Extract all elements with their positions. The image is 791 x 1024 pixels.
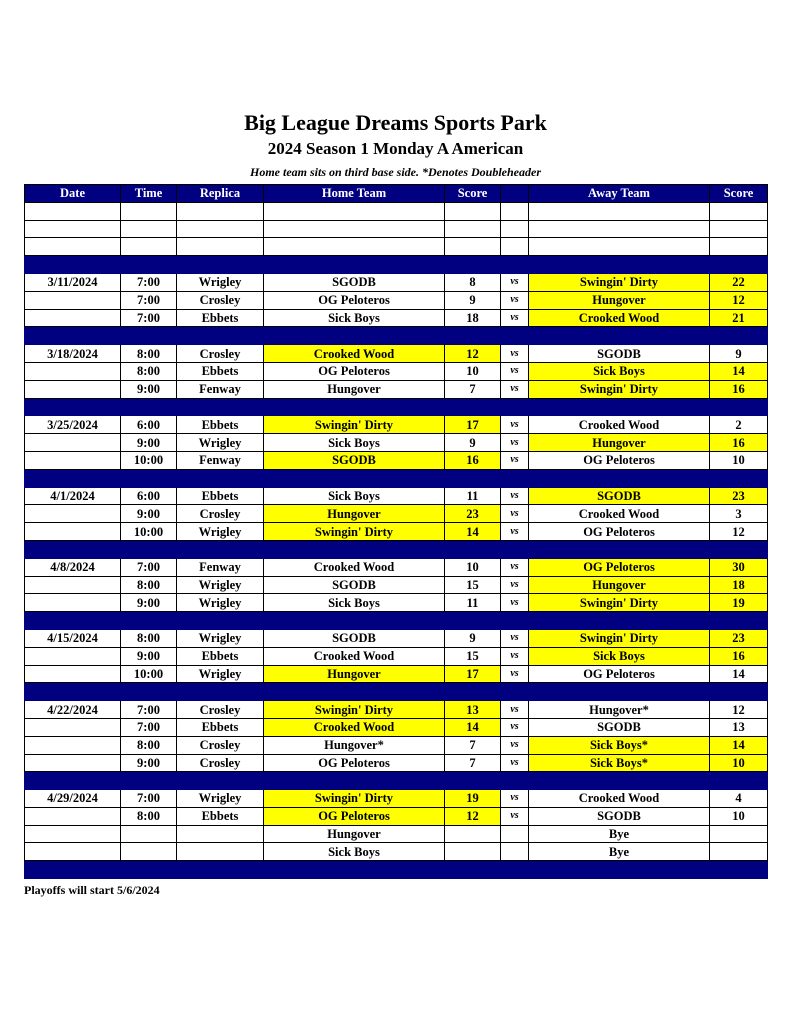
game-time: 7:00: [121, 790, 177, 808]
game-row: [25, 629, 768, 647]
empty-row: [25, 202, 768, 220]
away-score: 18: [710, 576, 768, 594]
page-subtitle: 2024 Season 1 Monday A American: [267, 139, 524, 158]
game-time: 9:00: [121, 505, 177, 523]
game-date: [25, 647, 121, 665]
away-team: Hungover*: [529, 701, 710, 719]
week-separator-row: [25, 327, 768, 345]
game-date: [25, 505, 121, 523]
game-date: [25, 309, 121, 327]
game-time: 6:00: [121, 416, 177, 434]
away-team: SGODB: [529, 718, 710, 736]
home-score: 9: [445, 434, 501, 452]
game-replica-field: Wrigley: [177, 273, 264, 291]
vs-label: vs: [501, 736, 529, 754]
home-team: Crooked Wood: [264, 647, 445, 665]
vs-label: vs: [501, 807, 529, 825]
game-replica-field: [177, 843, 264, 861]
game-row: [25, 594, 768, 612]
vs-label: [501, 843, 529, 861]
game-replica-field: Wrigley: [177, 576, 264, 594]
game-date: 4/29/2024: [25, 790, 121, 808]
game-time: 10:00: [121, 665, 177, 683]
away-team: SGODB: [529, 807, 710, 825]
home-team: Hungover*: [264, 736, 445, 754]
game-row: [25, 273, 768, 291]
away-score: 10: [710, 807, 768, 825]
game-time: 6:00: [121, 487, 177, 505]
home-score: 7: [445, 736, 501, 754]
game-date: [25, 665, 121, 683]
game-date: [25, 523, 121, 541]
game-replica-field: Ebbets: [177, 807, 264, 825]
away-team: OG Peloteros: [529, 558, 710, 576]
home-team: Hungover: [264, 380, 445, 398]
away-team: Swingin' Dirty: [529, 380, 710, 398]
home-team: OG Peloteros: [264, 362, 445, 380]
game-row: [25, 362, 768, 380]
game-time: 7:00: [121, 701, 177, 719]
home-team: Hungover: [264, 825, 445, 843]
home-score: 12: [445, 345, 501, 363]
home-team: SGODB: [264, 273, 445, 291]
game-replica-field: Ebbets: [177, 309, 264, 327]
vs-label: vs: [501, 629, 529, 647]
game-date: [25, 807, 121, 825]
vs-label: [501, 825, 529, 843]
game-date: [25, 825, 121, 843]
game-time: 9:00: [121, 647, 177, 665]
home-team: Hungover: [264, 665, 445, 683]
game-time: 9:00: [121, 754, 177, 772]
away-team: Sick Boys: [529, 362, 710, 380]
game-row: [25, 701, 768, 719]
away-score: 3: [710, 505, 768, 523]
vs-label: vs: [501, 362, 529, 380]
game-row: [25, 558, 768, 576]
home-score: 15: [445, 576, 501, 594]
game-row: [25, 487, 768, 505]
away-team: Swingin' Dirty: [529, 594, 710, 612]
away-score: 16: [710, 647, 768, 665]
away-score: 12: [710, 291, 768, 309]
game-replica-field: Ebbets: [177, 362, 264, 380]
game-row: [25, 523, 768, 541]
home-team: Swingin' Dirty: [264, 790, 445, 808]
game-replica-field: Wrigley: [177, 665, 264, 683]
home-team: Swingin' Dirty: [264, 701, 445, 719]
away-score: 30: [710, 558, 768, 576]
away-score: 22: [710, 273, 768, 291]
game-replica-field: Fenway: [177, 380, 264, 398]
game-date: 4/1/2024: [25, 487, 121, 505]
game-replica-field: Fenway: [177, 451, 264, 469]
vs-label: vs: [501, 594, 529, 612]
game-replica-field: Crosley: [177, 505, 264, 523]
game-date: 3/25/2024: [25, 416, 121, 434]
home-team: Crooked Wood: [264, 345, 445, 363]
home-score: 9: [445, 629, 501, 647]
home-team: Swingin' Dirty: [264, 416, 445, 434]
game-replica-field: Crosley: [177, 291, 264, 309]
game-replica-field: Wrigley: [177, 594, 264, 612]
vs-label: vs: [501, 451, 529, 469]
home-score: 19: [445, 790, 501, 808]
away-team: Sick Boys*: [529, 754, 710, 772]
game-date: 4/8/2024: [25, 558, 121, 576]
vs-label: vs: [501, 718, 529, 736]
away-team: Hungover: [529, 291, 710, 309]
game-date: [25, 362, 121, 380]
away-score: 19: [710, 594, 768, 612]
week-separator-row: [25, 398, 768, 416]
schedule-table: [24, 184, 768, 879]
away-score: 21: [710, 309, 768, 327]
game-time: 8:00: [121, 807, 177, 825]
away-team: OG Peloteros: [529, 665, 710, 683]
away-team: OG Peloteros: [529, 523, 710, 541]
home-score: 10: [445, 558, 501, 576]
column-header-vs: [501, 185, 529, 203]
game-row: [25, 843, 768, 861]
column-header-replica: Replica: [177, 185, 264, 203]
page-note: Home team sits on third base side. *Denotes Doubleheader: [250, 165, 541, 179]
empty-row: [25, 220, 768, 238]
home-team: Sick Boys: [264, 487, 445, 505]
week-separator-row: [25, 256, 768, 274]
game-date: 4/22/2024: [25, 701, 121, 719]
away-score: 10: [710, 451, 768, 469]
home-team: Sick Boys: [264, 309, 445, 327]
away-team: Crooked Wood: [529, 416, 710, 434]
home-team: Crooked Wood: [264, 718, 445, 736]
game-row: [25, 736, 768, 754]
game-row: [25, 825, 768, 843]
away-score: 10: [710, 754, 768, 772]
away-team: Hungover: [529, 434, 710, 452]
vs-label: vs: [501, 380, 529, 398]
home-team: SGODB: [264, 629, 445, 647]
vs-label: vs: [501, 345, 529, 363]
game-row: [25, 807, 768, 825]
game-row: [25, 416, 768, 434]
game-replica-field: Fenway: [177, 558, 264, 576]
game-replica-field: Ebbets: [177, 487, 264, 505]
vs-label: vs: [501, 558, 529, 576]
vs-label: vs: [501, 754, 529, 772]
game-replica-field: Ebbets: [177, 718, 264, 736]
column-header-home-team: Home Team: [264, 185, 445, 203]
game-row: [25, 505, 768, 523]
playoffs-note: Playoffs will start 5/6/2024: [24, 883, 160, 897]
home-score: 23: [445, 505, 501, 523]
column-header-date: Date: [25, 185, 121, 203]
away-score: 23: [710, 487, 768, 505]
game-time: 7:00: [121, 291, 177, 309]
game-date: [25, 451, 121, 469]
game-date: [25, 594, 121, 612]
game-time: 7:00: [121, 273, 177, 291]
away-score: 23: [710, 629, 768, 647]
game-replica-field: [177, 825, 264, 843]
away-team: Crooked Wood: [529, 505, 710, 523]
away-score: 16: [710, 380, 768, 398]
column-header-away-score: Score: [710, 185, 768, 203]
game-row: [25, 647, 768, 665]
game-row: [25, 291, 768, 309]
away-team: Sick Boys: [529, 647, 710, 665]
away-team: Swingin' Dirty: [529, 273, 710, 291]
game-time: 9:00: [121, 434, 177, 452]
game-time: 10:00: [121, 451, 177, 469]
game-replica-field: Wrigley: [177, 790, 264, 808]
game-row: [25, 345, 768, 363]
vs-label: vs: [501, 291, 529, 309]
game-time: 7:00: [121, 718, 177, 736]
home-score: 16: [445, 451, 501, 469]
game-time: 8:00: [121, 629, 177, 647]
game-time: 10:00: [121, 523, 177, 541]
away-score: 16: [710, 434, 768, 452]
page-title: Big League Dreams Sports Park: [244, 110, 547, 135]
schedule-body: [25, 202, 768, 878]
week-separator-row: [25, 612, 768, 630]
away-team: Bye: [529, 843, 710, 861]
away-team: Bye: [529, 825, 710, 843]
game-time: 8:00: [121, 345, 177, 363]
home-score: 8: [445, 273, 501, 291]
game-row: [25, 754, 768, 772]
game-time: 8:00: [121, 362, 177, 380]
away-team: SGODB: [529, 345, 710, 363]
away-score: 2: [710, 416, 768, 434]
game-row: [25, 718, 768, 736]
away-score: 14: [710, 665, 768, 683]
home-score: 11: [445, 594, 501, 612]
home-score: 11: [445, 487, 501, 505]
week-separator-row: [25, 683, 768, 701]
game-replica-field: Ebbets: [177, 416, 264, 434]
vs-label: vs: [501, 434, 529, 452]
away-score: [710, 843, 768, 861]
away-score: [710, 825, 768, 843]
home-score: 17: [445, 665, 501, 683]
home-team: OG Peloteros: [264, 807, 445, 825]
game-date: [25, 380, 121, 398]
game-replica-field: Crosley: [177, 736, 264, 754]
away-team: Sick Boys*: [529, 736, 710, 754]
vs-label: vs: [501, 273, 529, 291]
vs-label: vs: [501, 790, 529, 808]
vs-label: vs: [501, 576, 529, 594]
away-score: 4: [710, 790, 768, 808]
vs-label: vs: [501, 505, 529, 523]
away-score: 14: [710, 736, 768, 754]
away-team: Swingin' Dirty: [529, 629, 710, 647]
home-score: [445, 843, 501, 861]
home-team: Swingin' Dirty: [264, 523, 445, 541]
game-time: 8:00: [121, 576, 177, 594]
home-score: 12: [445, 807, 501, 825]
game-time: 8:00: [121, 736, 177, 754]
vs-label: vs: [501, 487, 529, 505]
home-score: 14: [445, 718, 501, 736]
game-date: [25, 291, 121, 309]
column-header-time: Time: [121, 185, 177, 203]
game-date: [25, 434, 121, 452]
week-separator-row: [25, 861, 768, 879]
column-header-home-score: Score: [445, 185, 501, 203]
away-score: 12: [710, 701, 768, 719]
away-team: Crooked Wood: [529, 309, 710, 327]
game-date: [25, 754, 121, 772]
game-replica-field: Crosley: [177, 754, 264, 772]
home-score: 7: [445, 754, 501, 772]
away-team: OG Peloteros: [529, 451, 710, 469]
game-date: 4/15/2024: [25, 629, 121, 647]
game-replica-field: Ebbets: [177, 647, 264, 665]
game-row: [25, 434, 768, 452]
vs-label: vs: [501, 523, 529, 541]
vs-label: vs: [501, 665, 529, 683]
game-row: [25, 451, 768, 469]
game-replica-field: Crosley: [177, 345, 264, 363]
home-team: Crooked Wood: [264, 558, 445, 576]
table-header-row: [25, 185, 768, 203]
home-score: 17: [445, 416, 501, 434]
home-team: Hungover: [264, 505, 445, 523]
home-score: 10: [445, 362, 501, 380]
game-replica-field: Wrigley: [177, 523, 264, 541]
game-time: 9:00: [121, 594, 177, 612]
away-score: 14: [710, 362, 768, 380]
home-score: 7: [445, 380, 501, 398]
vs-label: vs: [501, 416, 529, 434]
game-row: [25, 380, 768, 398]
game-time: [121, 843, 177, 861]
game-time: 9:00: [121, 380, 177, 398]
away-score: 13: [710, 718, 768, 736]
home-score: 13: [445, 701, 501, 719]
game-date: [25, 718, 121, 736]
game-row: [25, 309, 768, 327]
home-team: OG Peloteros: [264, 754, 445, 772]
game-date: 3/11/2024: [25, 273, 121, 291]
vs-label: vs: [501, 701, 529, 719]
game-time: 7:00: [121, 558, 177, 576]
game-date: [25, 576, 121, 594]
week-separator-row: [25, 772, 768, 790]
vs-label: vs: [501, 647, 529, 665]
game-date: 3/18/2024: [25, 345, 121, 363]
home-team: SGODB: [264, 451, 445, 469]
home-team: Sick Boys: [264, 843, 445, 861]
home-team: Sick Boys: [264, 434, 445, 452]
empty-row: [25, 238, 768, 256]
home-score: 9: [445, 291, 501, 309]
vs-label: vs: [501, 309, 529, 327]
game-row: [25, 790, 768, 808]
home-score: [445, 825, 501, 843]
home-score: 15: [445, 647, 501, 665]
game-row: [25, 665, 768, 683]
home-score: 18: [445, 309, 501, 327]
away-team: Hungover: [529, 576, 710, 594]
game-row: [25, 576, 768, 594]
game-date: [25, 736, 121, 754]
away-score: 12: [710, 523, 768, 541]
week-separator-row: [25, 469, 768, 487]
game-date: [25, 843, 121, 861]
week-separator-row: [25, 540, 768, 558]
home-team: Sick Boys: [264, 594, 445, 612]
game-time: 7:00: [121, 309, 177, 327]
away-team: Crooked Wood: [529, 790, 710, 808]
game-replica-field: Wrigley: [177, 629, 264, 647]
away-team: SGODB: [529, 487, 710, 505]
game-replica-field: Wrigley: [177, 434, 264, 452]
home-team: OG Peloteros: [264, 291, 445, 309]
game-time: [121, 825, 177, 843]
home-team: SGODB: [264, 576, 445, 594]
away-score: 9: [710, 345, 768, 363]
home-score: 14: [445, 523, 501, 541]
game-replica-field: Crosley: [177, 701, 264, 719]
column-header-away-team: Away Team: [529, 185, 710, 203]
